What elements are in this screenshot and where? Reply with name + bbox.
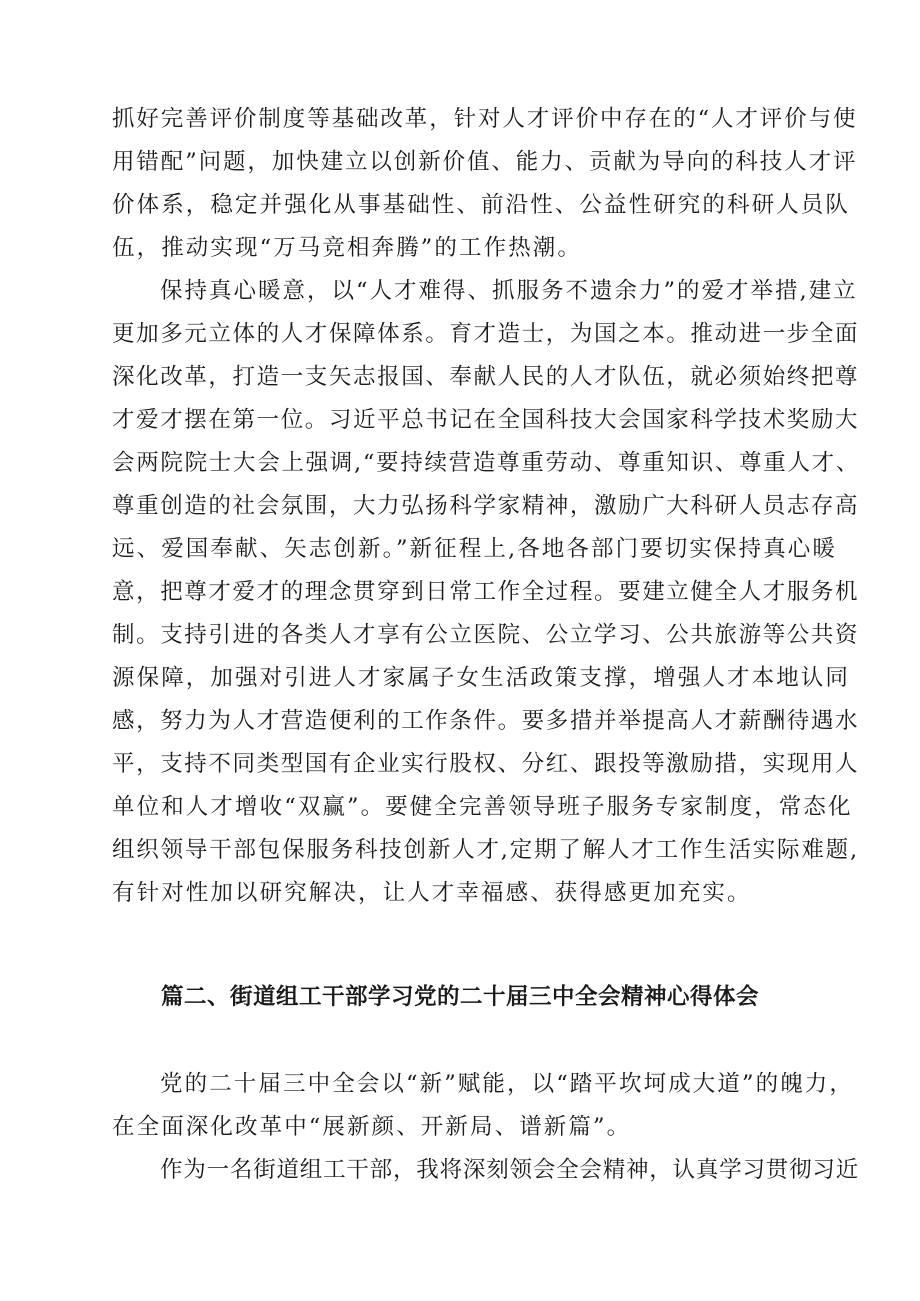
paragraph-4-line-1: 作为一名街道组工干部，我将深刻领会全会精神，认真学习贯彻习近 bbox=[160, 1157, 860, 1183]
paragraph-2-line-15: 有针对性加以研究解决，让人才幸福感、获得感更加充实。 bbox=[112, 880, 752, 906]
paragraph-2-line-1: 保持真心暖意，以“人才难得、抓服务不遗余力”的爱才举措,建立 bbox=[160, 278, 858, 304]
paragraph-2-line-11: 感，努力为人才营造便利的工作条件。要多措并举提高人才薪酬待遇水 bbox=[112, 708, 860, 734]
paragraph-2-line-8: 意，把尊才爱才的理念贯穿到日常工作全过程。要建立健全人才服务机 bbox=[112, 579, 860, 605]
paragraph-2-line-5: 会两院院士大会上强调,“要持续营造尊重劳动、尊重知识、尊重人才、 bbox=[112, 450, 861, 476]
paragraph-2-line-13: 单位和人才增收“双赢”。要健全完善领导班子服务专家制度，常态化 bbox=[112, 794, 853, 820]
paragraph-2-line-4: 才爱才摆在第一位。习近平总书记在全国科技大会国家科学技术奖励大 bbox=[112, 407, 860, 433]
paragraph-2-line-14: 组织领导干部包保服务科技创新人才,定期了解人才工作生活实际难题, bbox=[112, 837, 859, 863]
section-heading: 篇二、街道组工干部学习党的二十届三中全会精神心得体会 bbox=[160, 984, 759, 1010]
paragraph-2-line-10: 源保障，加强对引进人才家属子女生活政策支撑，增强人才本地认同 bbox=[112, 665, 851, 691]
paragraph-2-line-7: 远、爱国奉献、矢志创新。”新征程上,各地各部门要切实保持真心暖 bbox=[112, 536, 838, 562]
paragraph-2-line-3: 深化改革，打造一支矢志报国、奉献人民的人才队伍，就必须始终把尊 bbox=[112, 364, 860, 390]
paragraph-2-line-12: 平，支持不同类型国有企业实行股权、分红、跟投等激励措，实现用人 bbox=[112, 751, 860, 777]
paragraph-2-line-6: 尊重创造的社会氛围，大力弘扬科学家精神，激励广大科研人员志存高 bbox=[112, 493, 860, 519]
paragraph-3-line-2: 在全面深化改革中“展新颜、开新局、谱新篇”。 bbox=[112, 1114, 632, 1140]
paragraph-1-line-3: 价体系，稳定并强化从事基础性、前沿性、公益性研究的科研人员队 bbox=[112, 192, 851, 218]
paragraph-1-line-4: 伍，推动实现“万马竞相奔腾”的工作热潮。 bbox=[112, 235, 583, 261]
paragraph-1-line-1: 抓好完善评价制度等基础改革，针对人才评价中存在的“人才评价与使 bbox=[112, 106, 858, 132]
paragraph-2-line-2: 更加多元立体的人才保障体系。育才造士，为国之本。推动进一步全面 bbox=[112, 321, 860, 347]
paragraph-3-line-1: 党的二十届三中全会以“新”赋能，以“踏平坎坷成大道”的魄力， bbox=[160, 1071, 855, 1097]
paragraph-2-line-9: 制。支持引进的各类人才享有公立医院、公立学习、公共旅游等公共资 bbox=[112, 622, 860, 648]
paragraph-1-line-2: 用错配”问题，加快建立以创新价值、能力、贡献为导向的科技人才评 bbox=[112, 149, 858, 175]
